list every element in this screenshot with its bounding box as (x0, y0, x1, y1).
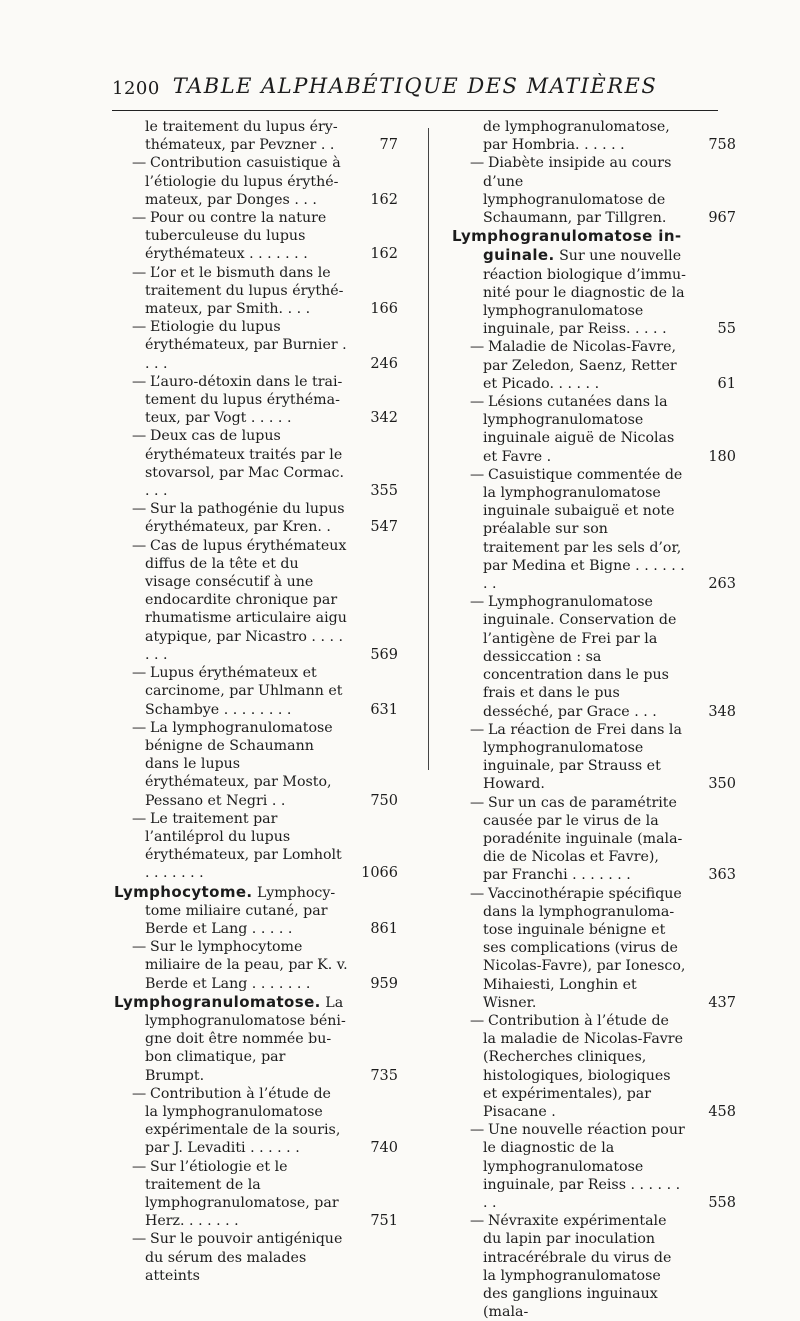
entry-text: Sur le lymphocytome miliaire de la peau, par K. v. Berde et Lang . . . . . . . (145, 939, 348, 992)
index-entry (452, 466, 736, 593)
entry-dash: — (132, 810, 147, 827)
page-header (112, 72, 718, 106)
page-reference: 363 (708, 867, 736, 884)
entry-text: Pour ou contre la nature tuberculeuse du lupus érythémateux . . . . . . . (145, 210, 327, 263)
page-reference: 861 (370, 920, 398, 937)
page-reference: 61 (717, 375, 736, 392)
index-entry (452, 1212, 736, 1321)
index-term: Lymphogranulomatose inguinale. (452, 227, 682, 265)
entry-text: Diabète insipide au cours d’une lymphogranulomatose de Schaumann, par Tillgren. (483, 155, 672, 227)
index-entry (452, 1012, 736, 1121)
page-reference: 55 (717, 321, 736, 338)
entry-text: Etiologie du lupus érythémateux, par Burnier . . . . (145, 319, 347, 372)
page-reference: 342 (370, 410, 398, 427)
entry-text: Sur le pouvoir antigénique du sérum des malades atteints (145, 1231, 343, 1284)
entry-text: Sur l’étiologie et le traitement de la lymphogranulomatose, par Herz. . . . . . . (145, 1158, 339, 1230)
entry-text: Sur la pathogénie du lupus érythémateux, par Kren. . (145, 501, 345, 536)
index-main-entry (114, 993, 398, 1085)
left-column (114, 118, 398, 1285)
index-entry (114, 719, 398, 810)
entry-dash: — (132, 1231, 147, 1248)
entry-text: Sur une nouvelle réaction biologique d’immunité pour le diagnostic de la lymphogranulomatose inguinale, par Reiss. . . . . (483, 248, 686, 338)
entry-text: Maladie de Nicolas-Favre, par Zeledon, Saenz, Retter et Picado. . . . . . (483, 339, 677, 392)
entry-text: Contribution casuistique à l’étiologie du lupus érythémateux, par Donges . . . (145, 155, 341, 208)
page-reference: 547 (370, 519, 398, 536)
entry-text: Lymphocytome miliaire cutané, par Berde et Lang . . . . . (145, 884, 336, 937)
index-entry (114, 1230, 398, 1285)
index-entry (452, 885, 736, 1012)
index-entry (452, 1121, 736, 1212)
entry-dash: — (470, 155, 485, 172)
entry-dash: — (470, 594, 485, 611)
index-entry (452, 393, 736, 466)
entry-dash: — (470, 1213, 485, 1230)
entry-text: L’or et le bismuth dans le traitement du lupus érythémateux, par Smith. . . . (145, 264, 344, 318)
header-rule (112, 110, 718, 111)
entry-dash: — (470, 885, 485, 902)
entry-dash: — (470, 794, 485, 811)
index-entry (452, 593, 736, 720)
index-entry (452, 794, 736, 885)
entry-text: Le traitement par l’antiléprol du lupus érythémateux, par Lomholt . . . . . . . (145, 810, 342, 882)
entry-dash: — (470, 1012, 485, 1029)
page-reference: 350 (708, 776, 736, 793)
entry-text: Lupus érythémateux et carcinome, par Uhlmann et Schambye . . . . . . . . (145, 665, 343, 718)
entry-text: Cas de lupus érythémateux diffus de la tête et du visage consécutif à une endocardite chronique par rhumatisme articulaire aigu atypique, par Nicastro . . . . . . . (145, 537, 347, 663)
index-entry (452, 338, 736, 393)
index-entry (114, 1085, 398, 1158)
index-entry (114, 118, 398, 154)
right-column (452, 118, 736, 1321)
index-term: Lymphogranulomatose. (114, 992, 321, 1011)
entry-dash: — (132, 264, 147, 281)
page-reference: 355 (370, 483, 398, 500)
entry-dash: — (132, 155, 147, 172)
page-reference: 967 (708, 210, 736, 227)
page-reference: 751 (370, 1213, 398, 1230)
page-reference: 735 (370, 1067, 398, 1084)
entry-text: de lymphogranulomatose, par Hombria. . . . . . (483, 119, 670, 154)
page-reference: 437 (708, 994, 736, 1011)
entry-text: Lésions cutanées dans la lymphogranulomatose inguinale aiguë de Nicolas et Favre . (483, 394, 675, 465)
entry-dash: — (470, 466, 485, 483)
page-reference: 263 (708, 576, 736, 593)
page-reference: 569 (370, 646, 398, 663)
entry-dash: — (132, 1158, 147, 1175)
page-reference: 77 (379, 137, 398, 154)
page-reference: 162 (370, 191, 398, 208)
entry-dash: — (470, 394, 485, 411)
page-reference: 740 (370, 1140, 398, 1157)
entry-dash: — (132, 373, 147, 390)
index-main-entry (114, 883, 398, 939)
entry-dash: — (470, 339, 485, 356)
index-entry (114, 938, 398, 993)
entry-text: La lymphogranulomatose bénigne de Schaumann dans le lupus érythémateux, par Mosto, Pessano et Negri . . (145, 719, 333, 809)
index-entry (114, 1158, 398, 1231)
entry-text: La lymphogranulomatose bénigne doit être nommée bubon climatique, par Brumpt. (145, 994, 346, 1084)
index-entry (114, 154, 398, 209)
entry-text: Deux cas de lupus érythémateux traités par le stovarsol, par Mac Cormac. . . . (145, 428, 344, 500)
entry-text: le traitement du lupus érythémateux, par Pevzner . . (145, 119, 338, 154)
entry-dash: — (470, 721, 485, 738)
entry-dash: — (132, 501, 147, 518)
entry-dash: — (132, 210, 147, 227)
entry-text: L’auro-détoxin dans le traitement du lupus érythémateux, par Vogt . . . . . (145, 373, 343, 427)
entry-dash: — (132, 537, 147, 554)
running-title: TABLE ALPHABÉTIQUE DES MATIÈRES (172, 74, 658, 98)
index-entry (452, 721, 736, 794)
page-reference: 758 (708, 137, 736, 154)
page-reference: 458 (708, 1103, 736, 1120)
index-entry (114, 373, 398, 428)
index-entry (114, 537, 398, 664)
page-reference: 180 (708, 448, 736, 465)
page-reference: 631 (370, 701, 398, 718)
page-reference: 246 (370, 355, 398, 372)
index-entry (114, 810, 398, 883)
page-reference: 1066 (361, 865, 398, 882)
index-entry (114, 318, 398, 373)
page-reference: 558 (708, 1194, 736, 1211)
index-entry (114, 664, 398, 719)
index-entry (452, 154, 736, 227)
page-reference: 750 (370, 792, 398, 809)
index-term: Lymphocytome. (114, 882, 253, 901)
index-entry (452, 118, 736, 154)
index-entry (114, 264, 398, 319)
entry-dash: — (470, 1122, 485, 1139)
page-reference: 348 (708, 703, 736, 720)
column-divider (428, 128, 429, 770)
entry-dash: — (132, 719, 147, 736)
entry-dash: — (132, 319, 147, 336)
index-entry (114, 427, 398, 500)
page-number: 1200 (112, 78, 160, 99)
entry-text: Une nouvelle réaction pour le diagnostic de la lymphogranulomatose inguinale, par Reiss . . . . . . . . (483, 1122, 685, 1211)
page-reference: 162 (370, 246, 398, 263)
entry-text: Névraxite expérimentale du lapin par inoculation intracérébrale du virus de la lymphogranulomatose des ganglions inguinaux (mala- (483, 1213, 672, 1321)
page-reference: 959 (370, 975, 398, 992)
entry-text: Lymphogranulomatose inguinale. Conservation de l’antigène de Frei par la dessiccation : sa concentration dans le pus frais et dans le pus desséché, par Grace . . . (483, 594, 677, 720)
entry-text: Sur un cas de paramétrite causée par le virus de la poradénite inguinale (maladie de Nicolas et Favre), par Franchi . . . . . . . (483, 794, 683, 884)
entry-text: Contribution à l’étude de la maladie de Nicolas-Favre (Recherches cliniques, histologiques, biologiques et expérimentales), par Pisacane . (483, 1012, 683, 1120)
entry-dash: — (132, 428, 147, 445)
entry-text: Vaccinothérapie spécifique dans la lymphogranulomatose inguinale bénigne et ses complications (virus de Nicolas-Favre), par Ionesco, Mihaiesti, Longhin et Wisner. (483, 885, 686, 1011)
entry-text: Contribution à l’étude de la lymphogranulomatose expérimentale de la souris, par J. Levaditi . . . . . . (145, 1085, 341, 1157)
entry-dash: — (132, 939, 147, 956)
index-entry (114, 500, 398, 536)
entry-dash: — (132, 1085, 147, 1102)
index-entry (114, 209, 398, 264)
index-main-entry (452, 227, 736, 338)
entry-text: Casuistique commentée de la lymphogranulomatose inguinale subaiguë et note préalable sur son traitement par les sels d’or, par Medina et Bigne . . . . . . . . (483, 466, 685, 593)
page-reference: 166 (370, 301, 398, 318)
entry-text: La réaction de Frei dans la lymphogranulomatose inguinale, par Strauss et Howard. (483, 721, 682, 793)
entry-dash: — (132, 665, 147, 682)
